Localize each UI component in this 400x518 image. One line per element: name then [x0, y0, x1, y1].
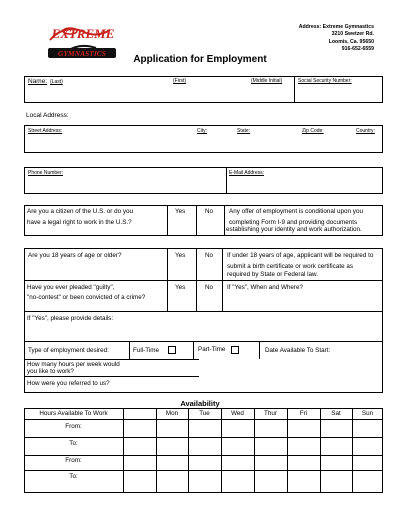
- age-note-line1: If under 18 years of age, applicant will be required to: [227, 252, 374, 259]
- page-title: Application for Employment: [133, 54, 267, 65]
- day-header-fri: Fri: [299, 410, 308, 417]
- city-field[interactable]: City:: [197, 128, 207, 134]
- citizen-question-line1: Are you a citizen of the U.S. or do you: [27, 208, 134, 215]
- age-note-line2: submit a birth certificate or work certificate as: [227, 263, 353, 270]
- guilty-yes-option[interactable]: Yes: [175, 284, 186, 291]
- hours-question-line2[interactable]: you like to work?: [27, 368, 74, 375]
- row-label-from: From:: [65, 457, 82, 464]
- hours-available-header: Hours Available To Work: [39, 410, 108, 417]
- ssn-field[interactable]: Social Security Number:: [298, 78, 352, 84]
- first-name-field[interactable]: (First): [173, 78, 187, 84]
- age-note-line3: required by State or Federal law.: [227, 271, 319, 278]
- guilty-when-where[interactable]: If "Yes", When and Where?: [227, 284, 303, 291]
- age-no-option[interactable]: No: [205, 252, 214, 259]
- day-header-tue: Tue: [199, 410, 210, 417]
- day-header-sat: Sat: [331, 410, 341, 417]
- zip-field[interactable]: Zip Code:: [302, 128, 324, 134]
- row-label-to: To:: [69, 473, 78, 480]
- middle-initial-field[interactable]: (Middle Initial): [251, 78, 283, 84]
- age-question: Are you 18 years of age or older?: [28, 252, 122, 259]
- guilty-question-line2: "no-contest" or been convicted of a crime?: [27, 294, 146, 301]
- part-time-checkbox[interactable]: [231, 346, 239, 354]
- contact-row: [24, 167, 383, 194]
- citizen-yes-option[interactable]: Yes: [175, 208, 186, 215]
- address-line: Loomis, Ca. 95650: [328, 38, 374, 45]
- citizen-note-line1: Any offer of employment is conditional upon you: [229, 208, 363, 215]
- citizen-no-option[interactable]: No: [205, 208, 214, 215]
- address-line: 916-652-6559: [341, 46, 374, 53]
- street-field[interactable]: Street Address:: [28, 128, 63, 134]
- full-time-label: Full-Time: [133, 347, 160, 354]
- logo-subtitle: GYMNASTICS: [58, 49, 106, 58]
- age-yes-option[interactable]: Yes: [175, 252, 186, 259]
- day-header-mon: Mon: [165, 410, 179, 417]
- citizen-question-line2: have a legal right to work in the U.S.?: [27, 219, 132, 226]
- part-time-label: Part-Time: [198, 346, 226, 353]
- citizen-note-line3: establishing your identity and work authorization.: [226, 226, 362, 233]
- referred-field[interactable]: How were you referred to us?: [27, 380, 110, 387]
- logo-brand: EXTREME: [51, 26, 115, 41]
- day-header-sun: Sun: [361, 410, 374, 417]
- start-date-field[interactable]: Date Available To Start:: [265, 347, 331, 354]
- local-address-heading: Local Address:: [26, 112, 69, 119]
- row-label-to: To:: [69, 440, 78, 447]
- country-field[interactable]: Country:: [356, 128, 375, 134]
- state-field[interactable]: State:: [237, 128, 251, 134]
- employment-type-label: Type of employment desired:: [28, 347, 109, 354]
- day-header-wed: Wed: [231, 410, 244, 417]
- availability-title: Availability: [180, 399, 220, 408]
- last-name-field[interactable]: (Last): [50, 79, 63, 85]
- address-line: 3210 Swetzer Rd.: [331, 31, 374, 38]
- name-label: Name:: [28, 78, 48, 85]
- day-header-thur: Thur: [264, 410, 277, 417]
- phone-field[interactable]: Phone Number:: [28, 170, 64, 176]
- guilty-details-field[interactable]: If "Yes", please provide details:: [27, 315, 114, 322]
- full-time-checkbox[interactable]: [168, 346, 176, 354]
- row-label-from: From:: [65, 423, 82, 430]
- address-line: Address: Extreme Gymnastics: [298, 24, 374, 30]
- guilty-question-line1: Have you ever pleaded "guilty",: [27, 284, 115, 291]
- hours-question-line1: How many hours per week would: [27, 361, 120, 368]
- citizen-note-line2: completing Form I-9 and providing documents: [229, 219, 358, 226]
- email-field[interactable]: E-Mail Address:: [229, 170, 265, 176]
- guilty-no-option[interactable]: No: [205, 284, 214, 291]
- company-address: [299, 24, 374, 54]
